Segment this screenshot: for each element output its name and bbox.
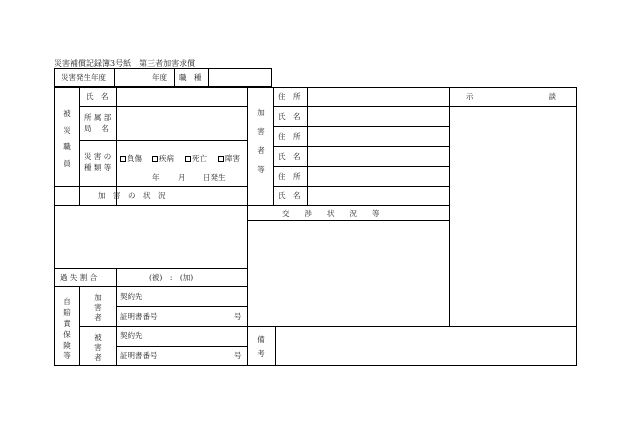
perp-certificate-label: 証明書番号: [120, 312, 158, 321]
date-month-label: 月: [178, 173, 186, 182]
victim-dept-label-1: 所 属 部: [84, 113, 112, 122]
perp-contract-label: 契約先: [120, 292, 143, 301]
damage-status-heading: 加 害 の 状 況: [98, 191, 166, 200]
date-year-label: 年: [152, 173, 160, 182]
victim-dept-label-2: 局 名: [84, 124, 109, 133]
checkbox-icon: [152, 156, 158, 162]
perpetrator-address-1: 住 所: [278, 92, 301, 101]
perpetrator-address-3: 住 所: [278, 172, 301, 181]
remarks-label: 備 考: [257, 335, 265, 359]
victim-number-suffix: 号: [234, 351, 242, 360]
occurrence-year-label: 災害発生年度: [61, 73, 106, 82]
victim-name-label: 氏 名: [86, 92, 109, 101]
victim-contract-label: 契約先: [120, 331, 143, 340]
perpetrator-name-2: 氏 名: [278, 152, 301, 161]
negligence-value: (被) : (加): [149, 273, 194, 282]
checkbox-icon: [185, 156, 191, 162]
disaster-type-label-1: 災 害 の: [84, 152, 112, 161]
checkbox-illness[interactable]: 疾病: [152, 153, 174, 164]
perpetrator-name-1: 氏 名: [278, 112, 301, 121]
victim-group-label: 被 災 職 員: [63, 109, 71, 168]
checkbox-injury[interactable]: 負傷: [120, 153, 142, 164]
perp-number-suffix: 号: [234, 312, 242, 321]
form-title: 災害補償記録簿3号紙 第三者加害求償: [54, 59, 196, 68]
negotiation-heading: 交 渉 状 況 等: [282, 209, 380, 218]
insurance-victim-label: 被 害 者: [94, 333, 102, 362]
perpetrator-group-label: 加 害 者 等: [257, 108, 265, 175]
job-type-label: 職 種: [179, 73, 202, 82]
disaster-type-label-2: 種 類 等: [84, 163, 112, 172]
victim-certificate-label: 証明書番号: [120, 351, 158, 360]
checkbox-icon: [218, 156, 224, 162]
date-day-label: 日発生: [203, 173, 226, 182]
insurance-group-label: 自 賠 責 保 険 等: [63, 297, 71, 361]
perpetrator-address-2: 住 所: [278, 132, 301, 141]
checkbox-death[interactable]: 死亡: [185, 153, 207, 164]
settlement-heading: 示 談: [466, 92, 556, 101]
main-table: [54, 87, 577, 366]
insurance-perpetrator-label: 加 害 者: [94, 293, 102, 322]
perpetrator-name-3: 氏 名: [278, 191, 301, 200]
year-suffix: 年度: [152, 73, 167, 82]
checkbox-icon: [120, 156, 126, 162]
negligence-label: 過 失 割 合: [60, 273, 98, 282]
checkbox-disability[interactable]: 障害: [218, 153, 240, 164]
